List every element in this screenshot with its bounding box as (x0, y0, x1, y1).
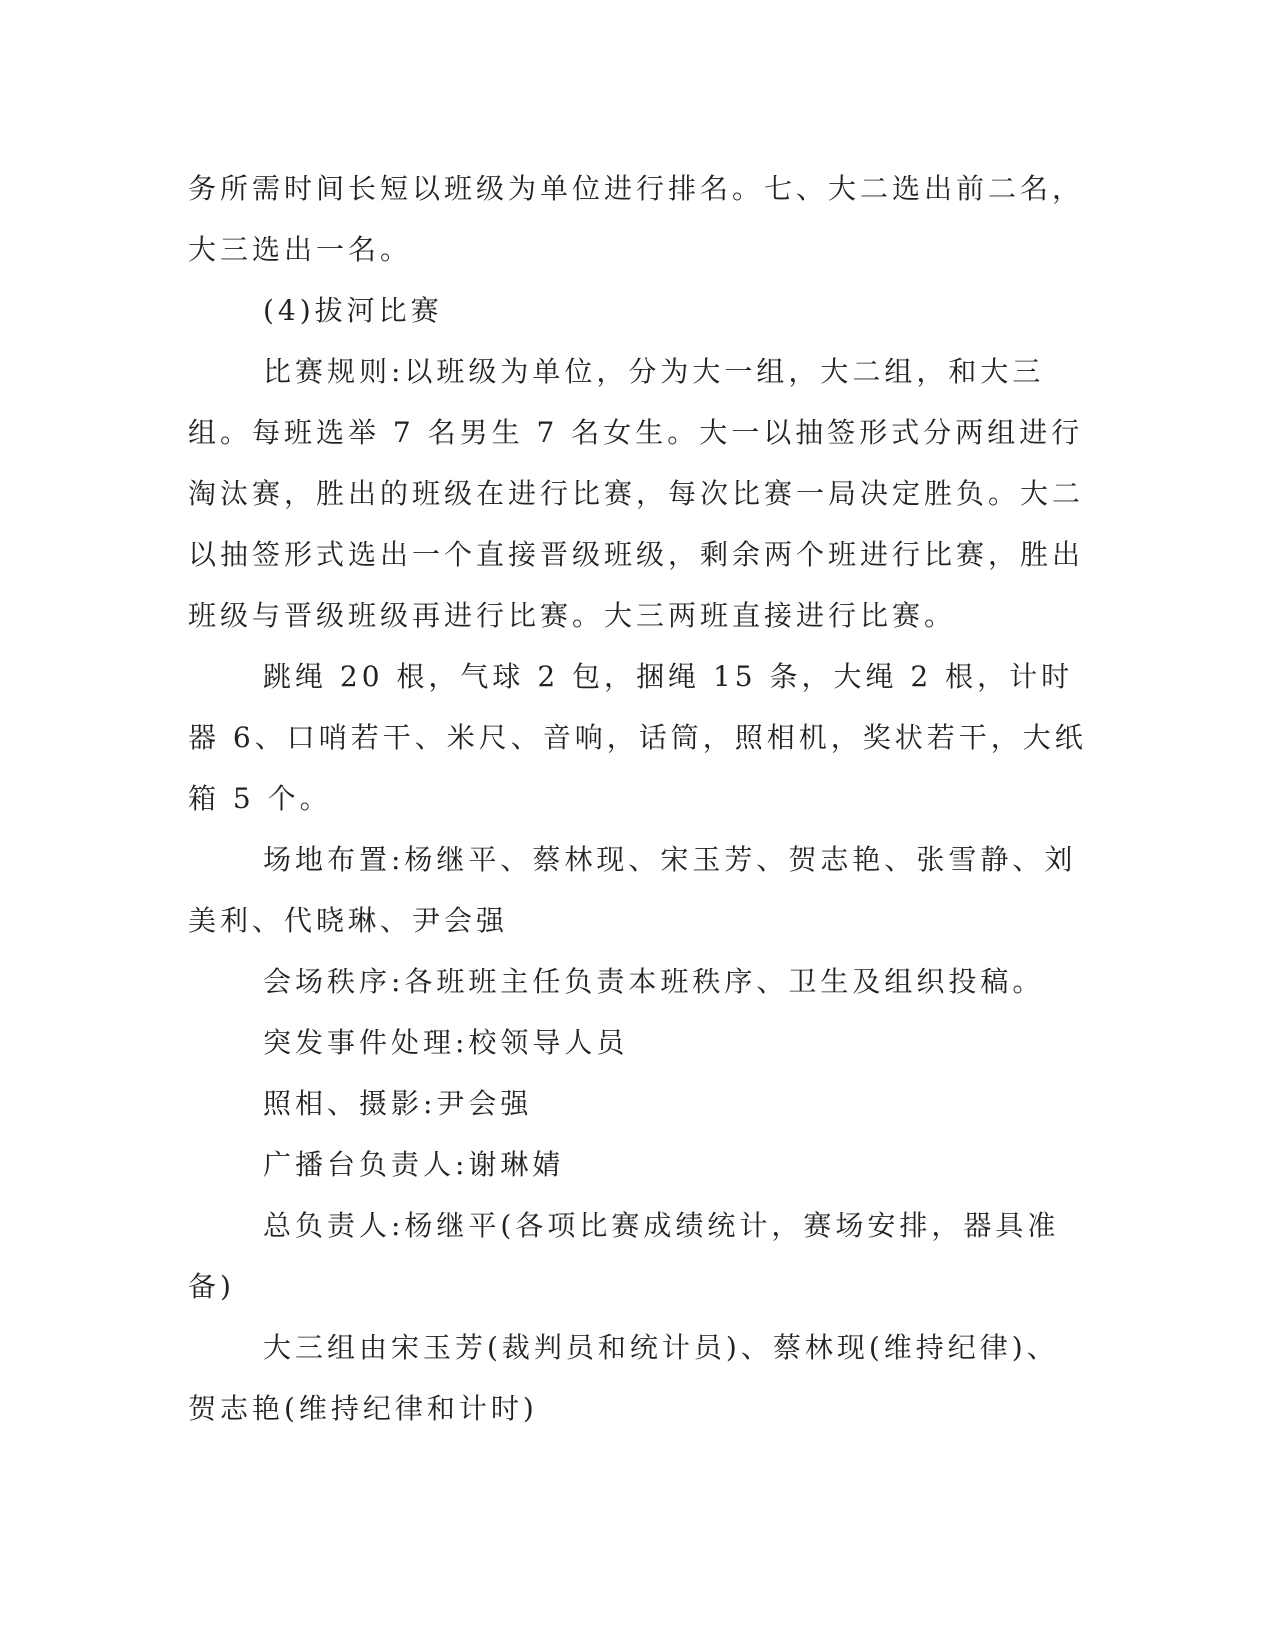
paragraph-venue-order: 会场秩序:各班班主任负责本班秩序、卫生及组织投稿。 (263, 965, 1045, 998)
paragraph-continuation: 务所需时间长短以班级为单位进行排名。七、大二选出前二名，大三选出一名。 (188, 172, 1085, 266)
paragraph-emergency-handling: 突发事件处理:校领导人员 (263, 1026, 629, 1059)
paragraph-photography: 照相、摄影:尹会强 (263, 1087, 533, 1120)
paragraph-general-lead: 总负责人:杨继平(各项比赛成绩统计，赛场安排，器具准备) (188, 1209, 1060, 1303)
paragraph-venue-setup: 场地布置:杨继平、蔡林现、宋玉芳、贺志艳、张雪静、刘美利、代晓琳、尹会强 (188, 843, 1077, 937)
document-body (188, 158, 1088, 1439)
paragraph-equipment-list: 跳绳 20 根，气球 2 包，捆绳 15 条，大绳 2 根，计时器 6、口哨若干、米尺、音响，话筒，照相机，奖状若干，大纸箱 5 个。 (188, 660, 1087, 815)
paragraph-competition-rules: 比赛规则:以班级为单位，分为大一组，大二组，和大三组。每班选举 7 名男生 7 名女生。大一以抽签形式分两组进行淘汰赛，胜出的班级在进行比赛，每次比赛一局决定胜负。大二以抽签形式选出一个直接晋级班级，剩余两个班进行比赛，胜出班级与晋级班级再进行比赛。大三两班直接进行比赛。 (188, 355, 1085, 632)
paragraph-broadcast-lead: 广播台负责人:谢琳婧 (263, 1148, 565, 1181)
paragraph-senior-group: 大三组由宋玉芳(裁判员和统计员)、蔡林现(维持纪律)、贺志艳(维持纪律和计时) (188, 1331, 1059, 1425)
section-heading-tug-of-war: (4)拔河比赛 (263, 294, 443, 327)
